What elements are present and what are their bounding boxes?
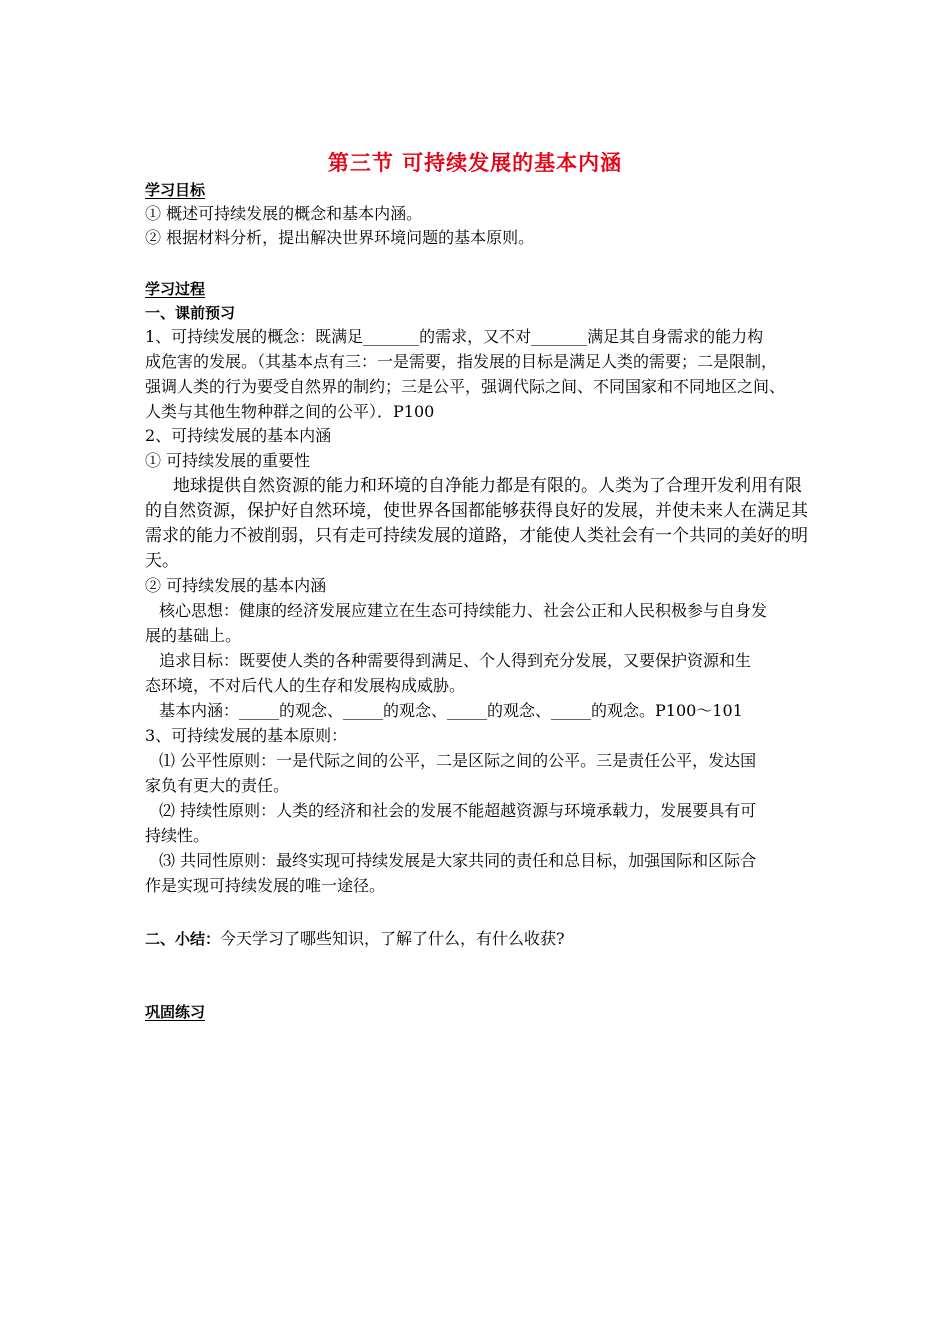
text-line: 强调人类的行为要受自然界的制约；三是公平，强调代际之间、不同国家和不同地区之间、 — [145, 377, 786, 396]
section-preview-heading: 一、课前预习 — [145, 304, 236, 322]
text-line: 家负有更大的责任。 — [145, 776, 290, 795]
goal-item: ② 根据材料分析，提出解决世界环境问题的基本原则。 — [145, 228, 535, 247]
goal-item: ① 概述可持续发展的概念和基本内涵。 — [145, 204, 423, 223]
process-heading: 学习过程 — [145, 280, 206, 298]
text-line: 追求目标：既要使人类的各种需要得到满足、个人得到充分发展，又要保护资源和生 — [159, 651, 752, 670]
text-line: 的自然资源，保护好自然环境，使世界各国都能够获得良好的发展，并使未来人在满足其 — [145, 501, 808, 521]
text-line: ⑵ 持续性原则：人类的经济和社会的发展不能超越资源与环境承载力，发展要具有可 — [159, 801, 757, 820]
text-line: 人类与其他生物种群之间的公平）．P100 — [145, 402, 435, 421]
goals-heading: 学习目标 — [145, 181, 206, 199]
text-line: 地球提供自然资源的能力和环境的自净能力都是有限的。人类为了合理开发利用有限 — [173, 476, 802, 496]
text-line: 天。 — [145, 551, 179, 571]
summary-label: 二、小结： — [145, 930, 221, 948]
text-line: 成危害的发展。（其基本点有三：一是需要，指发展的目标是满足人类的需要；二是限制， — [145, 352, 778, 371]
practice-heading: 巩固练习 — [145, 1003, 206, 1021]
text-line: 1、可持续发展的概念：既满足_______的需求，又不对_______满足其自身需求的能力构 — [145, 327, 764, 346]
summary-line — [145, 927, 815, 951]
page-title: 第三节 可持续发展的基本内涵 — [327, 151, 623, 175]
text-line: 3、可持续发展的基本原则： — [145, 726, 348, 745]
text-line: ① 可持续发展的重要性 — [145, 451, 311, 470]
summary-text: 今天学习了哪些知识，了解了什么，有什么收获? — [220, 929, 565, 948]
text-line: 态环境，不对后代人的生存和发展构成威胁。 — [145, 676, 466, 695]
text-line: 核心思想：健康的经济发展应建立在生态可持续能力、社会公正和人民积极参与自身发 — [159, 601, 768, 620]
text-line: 展的基础上。 — [145, 626, 242, 645]
text-line: 2、可持续发展的基本内涵 — [145, 426, 332, 445]
text-line: ② 可持续发展的基本内涵 — [145, 576, 327, 595]
text-line: ⑶ 共同性原则：最终实现可持续发展是大家共同的责任和总目标，加强国际和区际合 — [159, 851, 757, 870]
text-line: 作是实现可持续发展的唯一途径。 — [145, 876, 386, 895]
text-line: 需求的能力不被削弱，只有走可持续发展的道路，才能使人类社会有一个共同的美好的明 — [145, 526, 808, 546]
text-line: 持续性。 — [145, 826, 210, 845]
text-line: ⑴ 公平性原则：一是代际之间的公平，二是区际之间的公平。三是责任公平，发达国 — [159, 751, 757, 770]
text-line: 基本内涵：_____的观念、_____的观念、_____的观念、_____的观念。P100～101 — [159, 701, 743, 720]
